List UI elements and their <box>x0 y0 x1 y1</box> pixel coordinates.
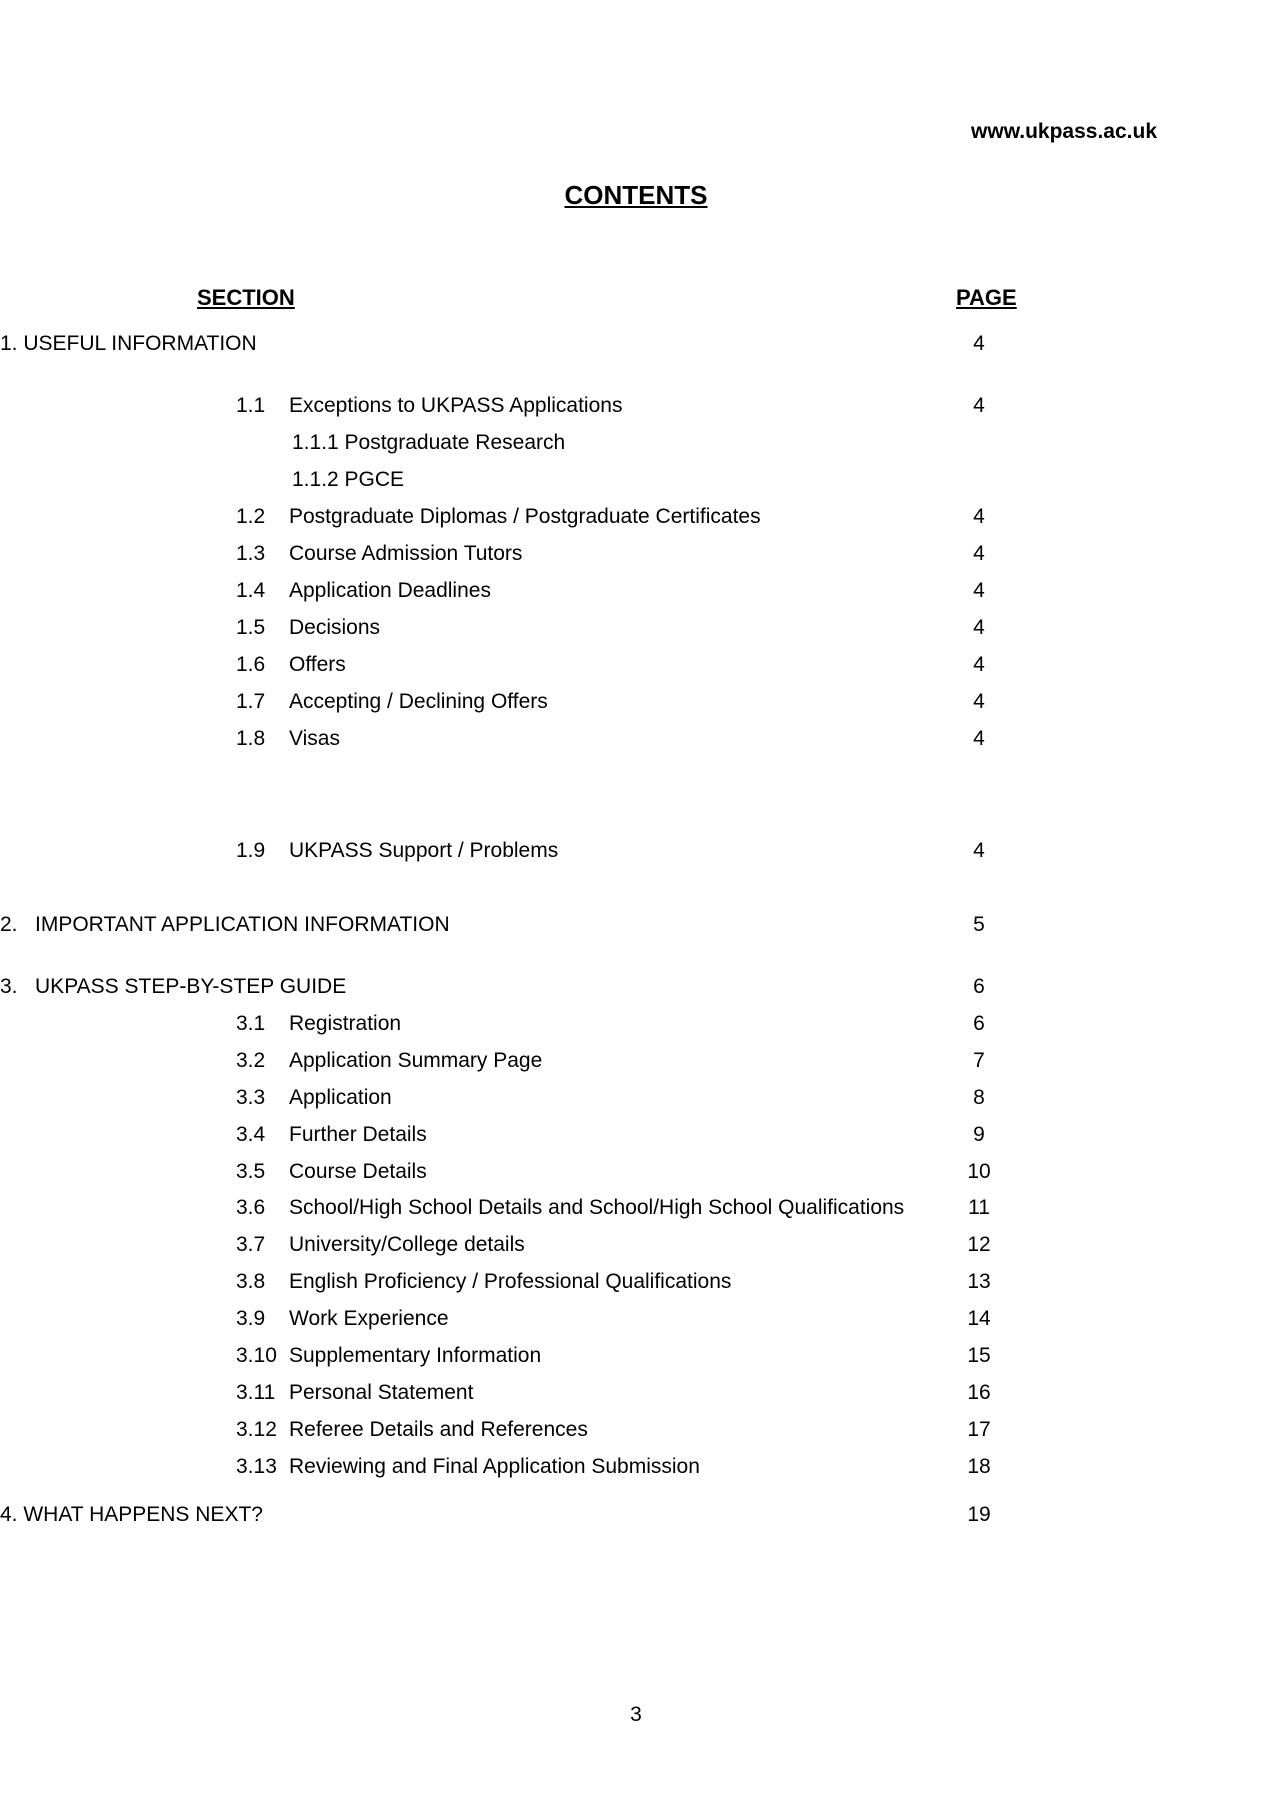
toc-entry-page: 4 <box>973 839 985 862</box>
toc-entry-page: 4 <box>973 542 985 565</box>
toc-entry-label: Application Summary Page <box>289 1049 543 1072</box>
toc-entry-label: Supplementary Information <box>289 1344 542 1367</box>
page-title: CONTENTS <box>564 180 708 210</box>
toc-entry-row <box>0 1233 1272 1263</box>
toc-entry-label: Application <box>289 1086 392 1109</box>
toc-entry-row <box>0 579 1272 609</box>
toc-entry-row <box>0 1123 1272 1153</box>
toc-entry-row <box>0 505 1272 535</box>
toc-entry-page: 15 <box>967 1344 991 1367</box>
toc-entry-label: Course Details <box>289 1160 427 1183</box>
toc-entry-number: 3.3 <box>236 1086 266 1109</box>
toc-entry-number: 3.2 <box>236 1049 266 1072</box>
toc-section-row <box>0 1503 1272 1533</box>
toc-entry-number: 3.6 <box>236 1196 266 1219</box>
toc-entry-number: 3.1 <box>236 1012 266 1035</box>
toc-entry-label: Reviewing and Final Application Submission <box>289 1455 700 1478</box>
toc-entry-row <box>0 1086 1272 1116</box>
toc-entry-row <box>0 431 1272 461</box>
toc-entry-row <box>0 1196 1272 1226</box>
toc-entry-label: Work Experience <box>289 1307 449 1330</box>
toc-entry-page: 5 <box>973 913 985 936</box>
toc-entry-label: Decisions <box>289 616 381 639</box>
toc-entry-page: 8 <box>973 1086 985 1109</box>
toc-entry-page: 14 <box>967 1307 991 1330</box>
toc-entry-row <box>0 1012 1272 1042</box>
toc-entry-label: Further Details <box>289 1123 427 1146</box>
toc-entry-label: Personal Statement <box>289 1381 474 1404</box>
toc-entry-row <box>0 394 1272 424</box>
toc-entry-number: 1.3 <box>236 542 266 565</box>
toc-entry-page: 4 <box>973 653 985 676</box>
toc-entry-page: 4 <box>973 505 985 528</box>
toc-entry-label: Offers <box>289 653 346 676</box>
toc-entry-number: 1.5 <box>236 616 266 639</box>
toc-entry-label: Registration <box>289 1012 402 1035</box>
toc-entry-number: 3.4 <box>236 1123 266 1146</box>
toc-section-row <box>0 913 1272 943</box>
toc-entry-page: 12 <box>967 1233 991 1256</box>
toc-entry-number: 3.13 <box>236 1455 277 1478</box>
toc-entry-label: Referee Details and References <box>289 1418 588 1441</box>
toc-entry-page: 6 <box>973 975 985 998</box>
toc-entry-label: School/High School Details and School/High School Qualifications <box>289 1196 905 1219</box>
toc-entry-label: Accepting / Declining Offers <box>289 690 548 713</box>
toc-entry-label: Postgraduate Diplomas / Postgraduate Certificates <box>289 505 761 528</box>
toc-entry-label: 2. IMPORTANT APPLICATION INFORMATION <box>0 913 450 936</box>
toc-entry-row <box>0 1270 1272 1300</box>
toc-entry-page: 19 <box>967 1503 991 1526</box>
toc-entry-page: 4 <box>973 579 985 602</box>
section-column-header: SECTION <box>197 285 295 310</box>
toc-entry-label: UKPASS Support / Problems <box>289 839 559 862</box>
toc-entry-page: 18 <box>967 1455 991 1478</box>
toc-entry-row <box>0 1307 1272 1337</box>
toc-entry-label: 3. UKPASS STEP-BY-STEP GUIDE <box>0 975 347 998</box>
toc-entry-page: 9 <box>973 1123 985 1146</box>
toc-entry-label: 4. WHAT HAPPENS NEXT? <box>0 1503 263 1526</box>
toc-entry-number: 3.9 <box>236 1307 266 1330</box>
page-number: 3 <box>630 1703 642 1726</box>
toc-entry-page: 16 <box>967 1381 991 1404</box>
toc-entry-number: 1.4 <box>236 579 266 602</box>
toc-entry-label: 1. USEFUL INFORMATION <box>0 332 257 355</box>
page-column-header: PAGE <box>956 285 1017 310</box>
toc-entry-number: 3.5 <box>236 1160 266 1183</box>
toc-entry-row <box>0 690 1272 720</box>
toc-entry-number: 3.10 <box>236 1344 277 1367</box>
toc-entry-row <box>0 727 1272 757</box>
toc-entry-row <box>0 1381 1272 1411</box>
toc-entry-number: 3.8 <box>236 1270 266 1293</box>
toc-entry-number: 1.1 <box>236 394 266 417</box>
toc-entry-label: English Proficiency / Professional Qualifications <box>289 1270 732 1293</box>
toc-entry-number: 1.7 <box>236 690 266 713</box>
toc-entry-page: 4 <box>973 690 985 713</box>
toc-entry-number: 1.8 <box>236 727 266 750</box>
toc-entry-number: 1.9 <box>236 839 266 862</box>
toc-entry-row <box>0 653 1272 683</box>
toc-entry-label: Application Deadlines <box>289 579 491 602</box>
toc-entry-row <box>0 1455 1272 1485</box>
toc-entry-row <box>0 616 1272 646</box>
toc-entry-row <box>0 1418 1272 1448</box>
toc-entry-page: 6 <box>973 1012 985 1035</box>
toc-entry-page: 11 <box>968 1196 990 1219</box>
toc-entry-row <box>0 1160 1272 1190</box>
toc-entry-page: 13 <box>967 1270 991 1293</box>
toc-entry-page: 4 <box>973 727 985 750</box>
toc-entry-page: 4 <box>973 332 985 355</box>
toc-entry-page: 10 <box>967 1160 991 1183</box>
toc-entry-label: University/College details <box>289 1233 525 1256</box>
toc-entry-page: 4 <box>973 394 985 417</box>
toc-entry-page: 7 <box>973 1049 985 1072</box>
toc-entry-page: 4 <box>973 616 985 639</box>
toc-entry-row <box>0 542 1272 572</box>
toc-entry-label: Course Admission Tutors <box>289 542 523 565</box>
toc-entry-row <box>0 468 1272 498</box>
toc-entry-label: Visas <box>289 727 340 750</box>
toc-entry-number: 3.7 <box>236 1233 266 1256</box>
toc-entry-label: 1.1.1 Postgraduate Research <box>292 431 566 454</box>
toc-entry-page: 17 <box>967 1418 991 1441</box>
toc-entry-number: 3.11 <box>236 1381 276 1404</box>
toc-entry-row <box>0 1344 1272 1374</box>
toc-entry-number: 3.12 <box>236 1418 277 1441</box>
toc-section-row <box>0 975 1272 1005</box>
toc-entry-label: Exceptions to UKPASS Applications <box>289 394 623 417</box>
toc-entry-label: 1.1.2 PGCE <box>292 468 405 491</box>
toc-entry-row <box>0 1049 1272 1079</box>
toc-entry-number: 1.2 <box>236 505 266 528</box>
toc-entry-row <box>0 839 1272 869</box>
toc-entry-number: 1.6 <box>236 653 266 676</box>
toc-section-row <box>0 332 1272 362</box>
header-url: www.ukpass.ac.uk <box>971 120 1157 143</box>
